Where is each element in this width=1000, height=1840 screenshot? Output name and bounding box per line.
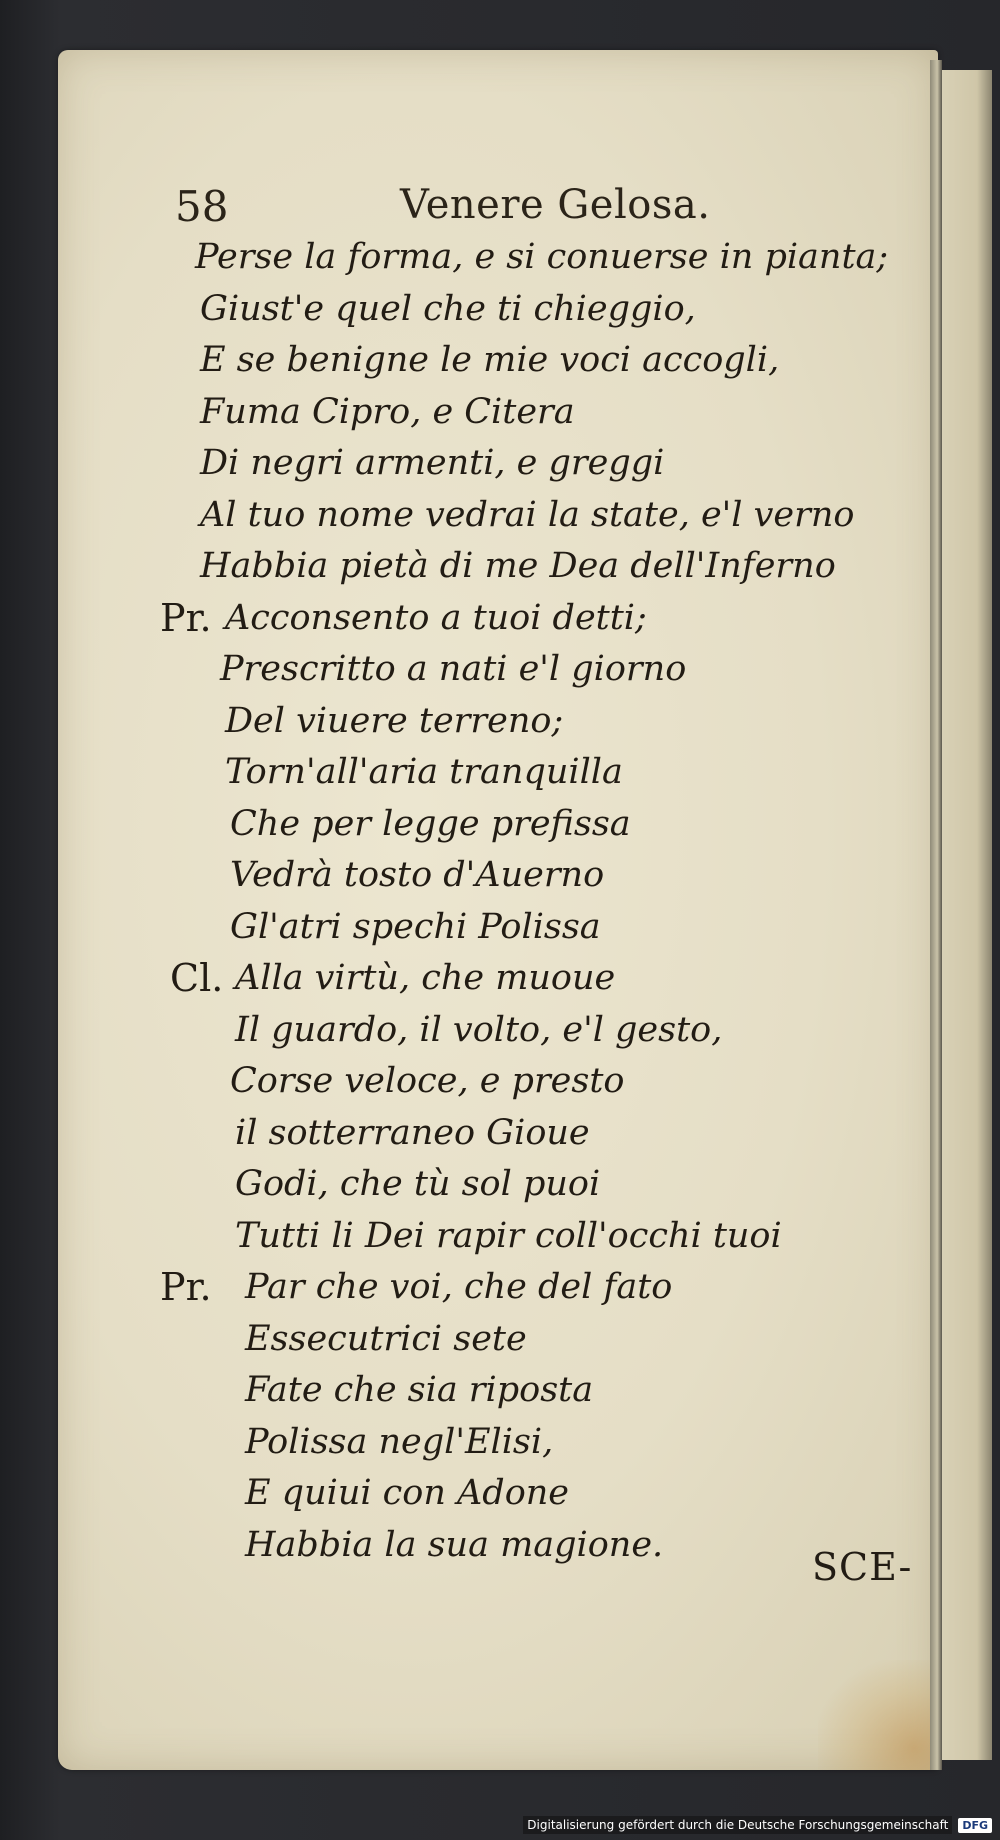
verse-line: [180, 696, 920, 748]
verse-line: [180, 644, 920, 696]
verse-line: [180, 1056, 920, 1108]
verse-line: [180, 850, 920, 902]
verse-text: Habbia pietà di me Dea dell'Inferno: [200, 546, 836, 586]
verse-line: [170, 953, 920, 1005]
verse-line: [180, 1314, 920, 1366]
running-title: Venere Gelosa.: [400, 182, 711, 228]
verse-text: Vedrà tosto d'Auerno: [230, 855, 605, 895]
book-gutter: [930, 60, 942, 1770]
page-header: [175, 182, 795, 232]
verse-line: [180, 1520, 920, 1572]
verse-text: Acconsento a tuoi detti;: [225, 597, 647, 638]
verse-text: Perse la forma, e si conuerse in pianta;: [195, 237, 889, 277]
verse-text: Habbia la sua magione.: [245, 1524, 664, 1565]
verse-line: [180, 335, 920, 387]
verse-text: Alla virtù, che muoue: [235, 958, 616, 998]
speaker-label: Cl.: [170, 956, 224, 1000]
verse-text: Torn'all'aria tranquilla: [225, 752, 623, 792]
verse-text: Essecutrici sete: [245, 1318, 527, 1359]
dfg-logo: DFG: [958, 1818, 992, 1833]
verse-text: Fate che sia riposta: [245, 1370, 594, 1410]
verse-line: [180, 1108, 920, 1160]
verse-text: Prescritto a nati e'l giorno: [220, 649, 687, 689]
verse-line: [180, 1005, 920, 1057]
verse-line: [180, 902, 920, 954]
verse-line: [180, 799, 920, 851]
verse-text: Corse veloce, e presto: [230, 1061, 625, 1101]
verse-line: [180, 1211, 920, 1263]
verse-text: Al tuo nome vedrai la state, e'l verno: [200, 494, 855, 535]
water-stain: [818, 1660, 938, 1770]
verse-block: [160, 232, 920, 1571]
speaker-label: Pr.: [160, 595, 212, 640]
verse-text: il sotterraneo Gioue: [235, 1112, 590, 1153]
verse-line: [180, 747, 920, 799]
verse-text: Di negri armenti, e greggi: [200, 443, 665, 483]
verse-text: Gl'atri spechi Polissa: [230, 906, 601, 947]
adjacent-page-edge: [942, 70, 992, 1760]
verse-line: [180, 490, 920, 542]
verse-line: [180, 284, 920, 336]
verse-line: [180, 1417, 920, 1469]
verse-text: Il guardo, il volto, e'l gesto,: [235, 1009, 723, 1050]
verse-line: [160, 1262, 920, 1314]
verse-line: [180, 232, 920, 284]
verse-text: Del viuere terreno;: [225, 700, 564, 741]
verse-line: [160, 593, 920, 645]
verse-line: [180, 1468, 920, 1520]
verse-line: [180, 1159, 920, 1211]
verse-text: Fuma Cipro, e Citera: [200, 391, 575, 432]
verse-text: Giust'e quel che ti chieggio,: [200, 288, 696, 329]
verse-text: E quiui con Adone: [245, 1473, 570, 1513]
verse-text: Tutti li Dei rapir coll'occhi tuoi: [235, 1215, 782, 1256]
verse-text: Godi, che tù sol puoi: [235, 1164, 601, 1204]
verse-text: E se benigne le mie voci accogli,: [200, 340, 780, 380]
verse-line: [180, 438, 920, 490]
verse-text: Par che voi, che del fato: [245, 1267, 673, 1307]
verse-line: [180, 387, 920, 439]
verse-line: [180, 1365, 920, 1417]
verse-text: Che per legge prefissa: [230, 803, 631, 844]
digitization-footer: [523, 1814, 992, 1836]
verse-line: [180, 541, 920, 593]
footer-credit: Digitalisierung gefördert durch die Deutsche Forschungsgemeinschaft: [523, 1816, 952, 1834]
speaker-label: Pr.: [160, 1265, 212, 1309]
page-number: 58: [175, 182, 229, 231]
catchword: SCE-: [812, 1545, 913, 1589]
verse-text: Polissa negl'Elisi,: [245, 1421, 554, 1462]
